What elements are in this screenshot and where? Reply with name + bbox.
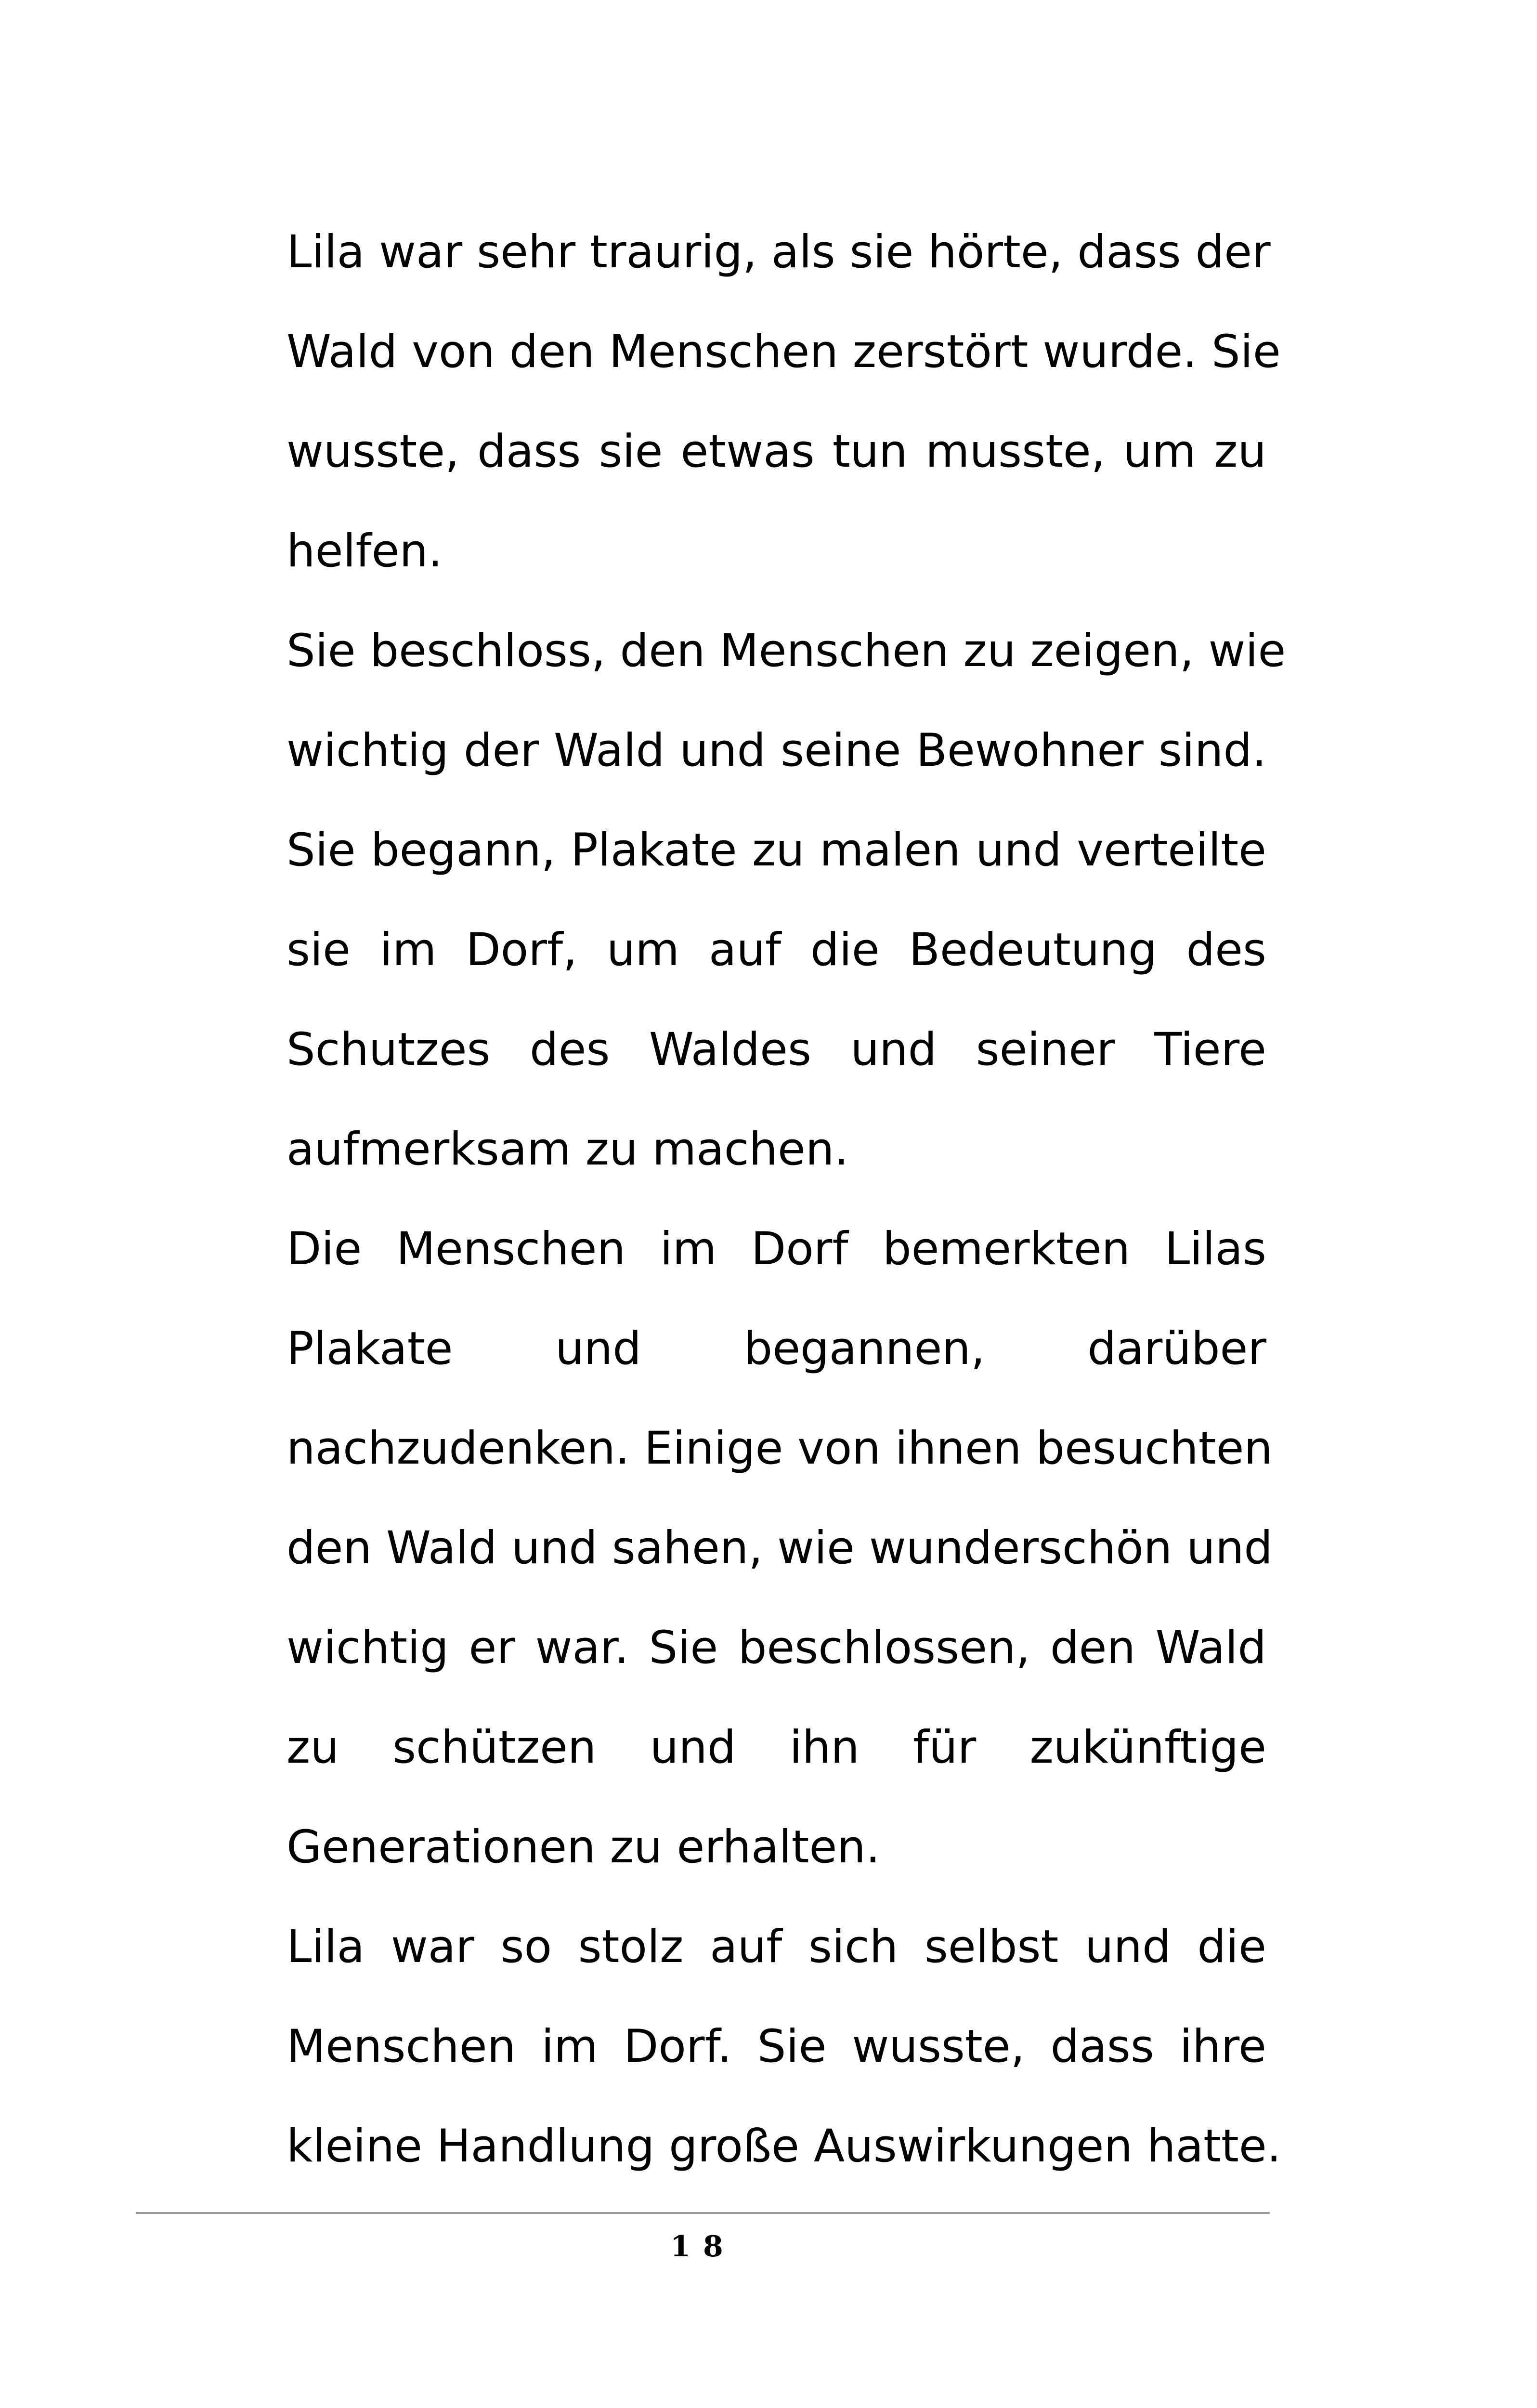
- text-line: den Wald und sahen, wie wunderschön und: [287, 1522, 1273, 1574]
- text-line: wichtig der Wald und seine Bewohner sind.: [287, 724, 1266, 777]
- text-line: Sie begann, Plakate zu malen und verteilte: [287, 824, 1266, 877]
- text-line: Wald von den Menschen zerstört wurde. Sie: [287, 326, 1281, 378]
- text-line: Die Menschen im Dorf bemerkten Lilas: [287, 1223, 1266, 1275]
- text-line: Menschen im Dorf. Sie wusste, dass ihre: [287, 2020, 1266, 2073]
- text-line: zu schützen und ihn für zukünftige: [287, 1721, 1266, 1774]
- text-line: wichtig er war. Sie beschlossen, den Wald: [287, 1622, 1266, 1674]
- page-number: 18: [670, 2230, 736, 2264]
- text-line: Lila war so stolz auf sich selbst und die: [287, 1921, 1266, 1973]
- body-text: [287, 202, 1286, 2196]
- text-line: wusste, dass sie etwas tun musste, um zu: [287, 425, 1266, 478]
- text-line: Lila war sehr traurig, als sie hörte, dass der: [287, 226, 1271, 278]
- text-line: Sie beschloss, den Menschen zu zeigen, wie: [287, 625, 1286, 677]
- text-line: sie im Dorf, um auf die Bedeutung des: [287, 924, 1266, 976]
- text-line: kleine Handlung große Auswirkungen hatte.: [287, 2120, 1281, 2172]
- text-line: Schutzes des Waldes und seiner Tiere: [287, 1023, 1266, 1076]
- text-line: helfen.: [287, 525, 443, 577]
- text-line: nachzudenken. Einige von ihnen besuchten: [287, 1422, 1273, 1475]
- text-line: Plakate und begannen, darüber: [287, 1322, 1266, 1375]
- text-line: Generationen zu erhalten.: [287, 1821, 880, 1873]
- footer-divider: [136, 2212, 1270, 2214]
- text-line: aufmerksam zu machen.: [287, 1123, 849, 1176]
